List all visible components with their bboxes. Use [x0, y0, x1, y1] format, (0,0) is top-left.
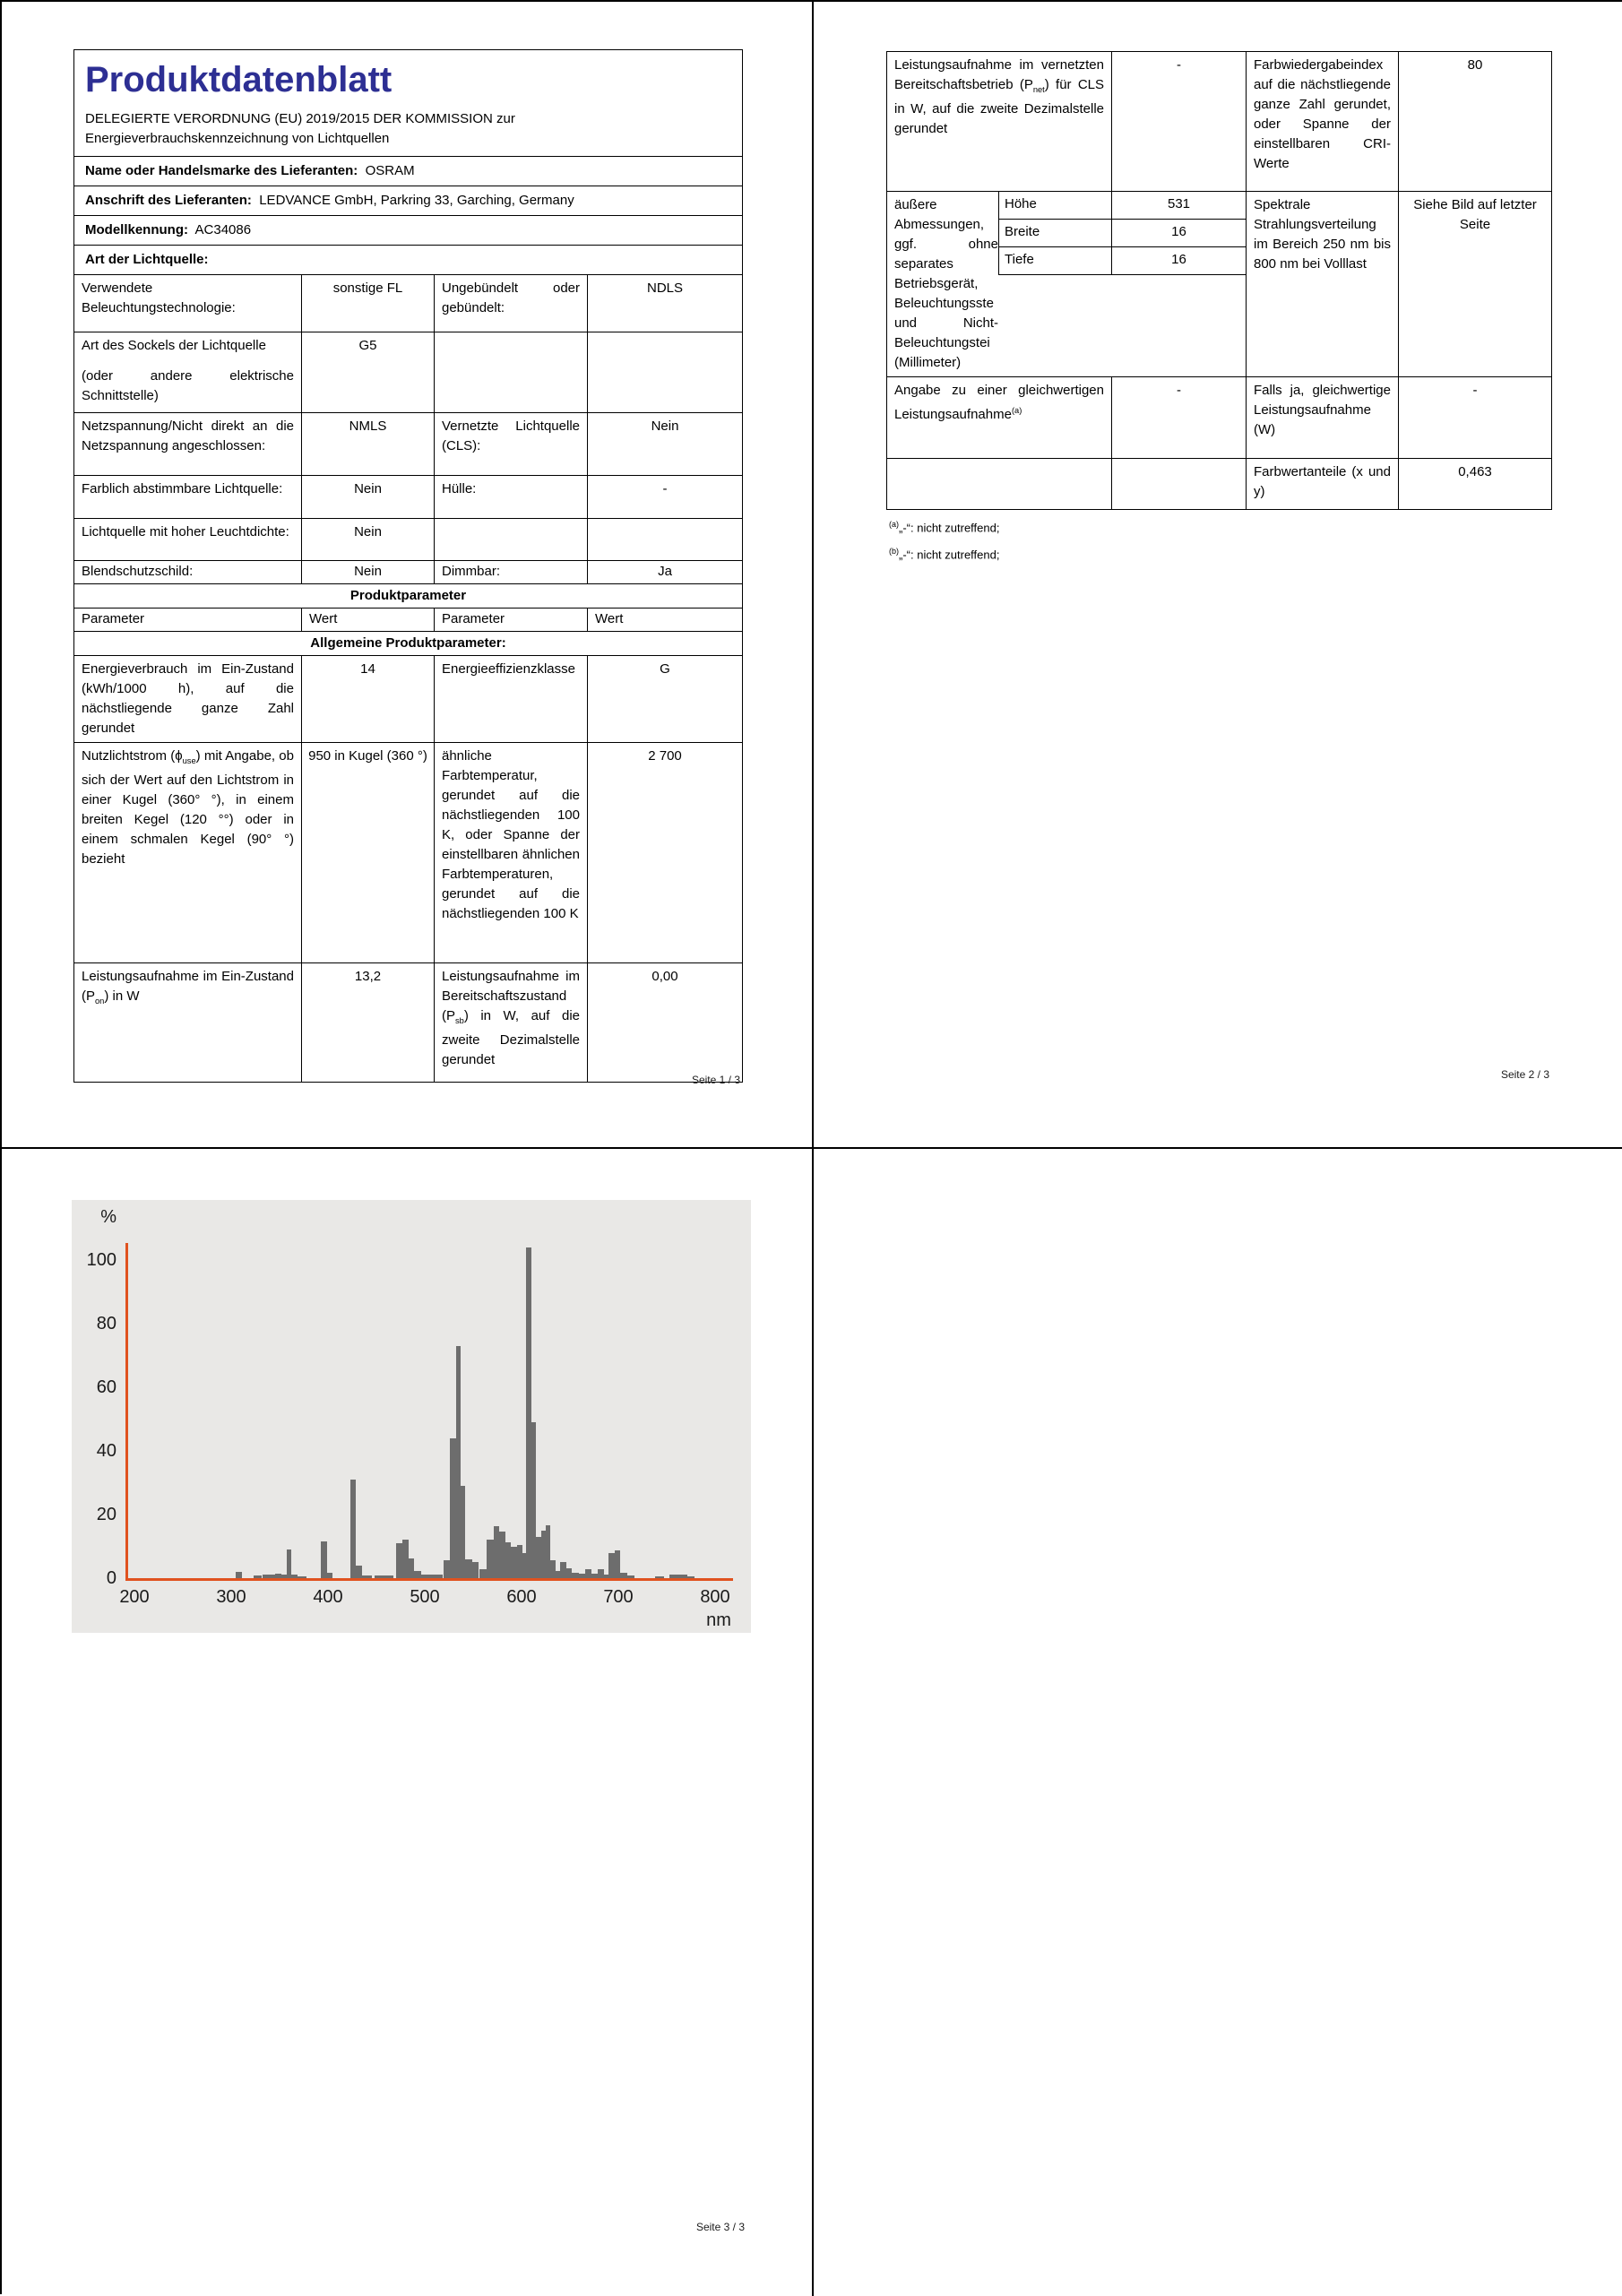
- table-row: [887, 458, 1551, 509]
- dimension-row-breite: [998, 220, 1246, 247]
- param-label: Leistungsaufnahme im Ein-Zustand $(P_{on})$ in W: [82, 969, 294, 1006]
- x-axis-line: [125, 1578, 733, 1581]
- y-axis-unit-label: %: [100, 1207, 116, 1227]
- page-number: Seite 1 / 3: [691, 1074, 740, 1086]
- param-label: Nutzlichtstrom $(\phi_{use})$ mit Angabe, ob sich der Wert auf den Lichtstrom in einer Kugel (360° °), in einem breiten Kegel (120 °°) oder in einem schmalen Kegel (90° °) bezieht: [82, 748, 294, 867]
- model-id-value: AC34086: [194, 222, 252, 237]
- supplier-address-value: LEDVANCE GmbH, Parkring 33, Garching, Germany: [259, 193, 574, 208]
- model-id-label: Modellkennung:: [85, 222, 188, 237]
- param-value: NMLS: [301, 413, 434, 475]
- dimension-label: Breite: [998, 220, 1111, 246]
- spectral-bar: [414, 1571, 421, 1578]
- param-value: Nein: [587, 413, 742, 475]
- supplier-name-value: OSRAM: [365, 163, 415, 178]
- param-label: Blendschutzschild:: [82, 564, 194, 579]
- param-value: -: [1111, 377, 1246, 458]
- page-title: Produktdatenblatt: [85, 60, 393, 99]
- spectral-bar: [396, 1543, 403, 1578]
- param-value: Ja: [587, 561, 742, 583]
- param-value: Nein: [301, 476, 434, 518]
- dimensions-label: äußere Abmessungen, ggf. ohne separates Betriebsgerät, Beleuchtungsste und Nicht-Beleuchtungstei (Millimeter): [894, 197, 998, 370]
- supplier-name-row: [74, 156, 742, 186]
- x-tick-label: 300: [216, 1587, 246, 1607]
- regulation-subtitle-line1: DELEGIERTE VERORDNUNG (EU) 2019/2015 DER KOMMISSION zur: [85, 111, 515, 126]
- param-label: Farbwiedergabeindex auf die nächstliegende ganze Zahl gerundet, oder Spanne der einstellbaren CRI-Werte: [1246, 52, 1398, 191]
- dimension-label: Tiefe: [998, 247, 1111, 274]
- table-row: [74, 332, 742, 412]
- page-1: [2, 2, 812, 1147]
- x-tick-label: 500: [410, 1587, 440, 1607]
- supplier-name-label: Name oder Handelsmarke des Lieferanten:: [85, 163, 358, 178]
- param-label: Energieeffizienzklasse: [434, 656, 587, 742]
- dimension-row-tiefe: [998, 247, 1246, 275]
- socket-type-line2: (oder andere elektrische Schnittstelle): [82, 368, 294, 403]
- param-value: 80: [1398, 52, 1551, 191]
- param-value: [587, 519, 742, 560]
- page-2: [814, 2, 1622, 1147]
- spectral-bar: [444, 1560, 451, 1578]
- allgemeine-header: Allgemeine Produktparameter:: [310, 635, 506, 651]
- param-value: 14: [301, 656, 434, 742]
- table-row: [74, 518, 742, 560]
- param-label: Lichtquelle mit hoher Leuchtdichte:: [82, 524, 289, 539]
- param-value: -: [1398, 377, 1551, 458]
- supplier-address-row: [74, 186, 742, 215]
- param-value: -: [1111, 52, 1246, 191]
- page-3: [2, 1149, 812, 2294]
- param-label: Dimmbar:: [434, 561, 587, 583]
- param-value: 950 in Kugel (360 °): [301, 743, 434, 962]
- page-number: Seite 2 / 3: [1500, 1068, 1549, 1081]
- param-label: Verwendete Beleuchtungstechnologie:: [82, 281, 236, 315]
- dimensions-row: [887, 191, 1551, 376]
- table-row: [74, 274, 742, 332]
- page2-table: [886, 51, 1552, 510]
- param-value: 13,2: [301, 963, 434, 1082]
- param-label: Energieverbrauch im Ein-Zustand (kWh/1000 h), auf die nächstliegende ganze Zahl gerundet: [82, 661, 294, 736]
- spectral-bar: [479, 1569, 487, 1578]
- column-header: Parameter: [434, 609, 587, 631]
- spectral-bar: [350, 1480, 357, 1578]
- param-label: Hülle:: [434, 476, 587, 518]
- dimension-label: Höhe: [998, 192, 1111, 219]
- socket-type-line1: Art des Sockels der Lichtquelle: [82, 338, 266, 353]
- spectral-chart: [72, 1200, 751, 1633]
- model-id-row: [74, 215, 742, 245]
- param-label: Ungebündelt oder gebündelt:: [434, 275, 587, 332]
- table-row: [74, 742, 742, 962]
- light-source-type-label: Art der Lichtquelle:: [85, 252, 209, 267]
- x-tick-label: 800: [700, 1587, 730, 1607]
- spectral-bar: [236, 1572, 242, 1578]
- spectral-bar: [472, 1562, 479, 1578]
- param-label: Leistungsaufnahme im vernetzten Bereitschaftsbetrieb $(P_{net})$ für CLS in W, auf die zweite Dezimalstelle gerundet: [894, 57, 1104, 136]
- page-number: Seite 3 / 3: [695, 2221, 745, 2233]
- param-label: Angabe zu einer gleichwertigen Leistungsaufnahme$^{(a)}$: [894, 383, 1104, 422]
- param-value: sonstige FL: [301, 275, 434, 332]
- column-header: Parameter: [82, 611, 145, 626]
- y-axis-line: [125, 1243, 128, 1581]
- param-value: 2 700: [587, 743, 742, 962]
- table-row: [887, 52, 1551, 191]
- allgemeine-header-row: [74, 631, 742, 655]
- param-label: Farbwertanteile (x und y): [1246, 459, 1398, 509]
- produktparameter-header-row: [74, 583, 742, 608]
- y-tick-label: 80: [96, 1314, 116, 1334]
- param-label: [74, 332, 301, 412]
- x-tick-label: 400: [313, 1587, 343, 1607]
- param-label: [887, 459, 1111, 509]
- param-label: Leistungsaufnahme im Bereitschaftszustand $(P_{sb})$ in W, auf die zweite Dezimalstelle gerundet: [434, 963, 587, 1082]
- table-row: [74, 655, 742, 742]
- y-tick-label: 0: [106, 1568, 116, 1588]
- footnote-b: $^{(b)}$„-“: nicht zutreffend;: [889, 547, 1000, 562]
- produktparameter-header: Produktparameter: [349, 588, 467, 603]
- regulation-subtitle-line2: Energieverbrauchskennzeichnung von Lichtquellen: [85, 131, 390, 146]
- y-tick-label: 40: [96, 1441, 116, 1461]
- page1-table: [73, 49, 743, 1083]
- parameter-wert-header-row: [74, 608, 742, 631]
- param-label: [434, 332, 587, 412]
- param-label: Spektrale Strahlungsverteilung im Bereich 250 nm bis 800 nm bei Volllast: [1246, 192, 1398, 376]
- y-tick-label: 60: [96, 1377, 116, 1397]
- dimension-row-hoehe: [998, 192, 1246, 220]
- param-value: G5: [301, 332, 434, 412]
- param-label: Vernetzte Lichtquelle (CLS):: [434, 413, 587, 475]
- table-row: [74, 412, 742, 475]
- dimensions-subtable: [998, 192, 1246, 376]
- title-block: [74, 50, 742, 156]
- supplier-address-label: Anschrift des Lieferanten:: [85, 193, 252, 208]
- param-value: G: [587, 656, 742, 742]
- y-tick-label: 20: [96, 1505, 116, 1524]
- footnote-a: $^{(a)}$„-“: nicht zutreffend;: [889, 520, 1000, 535]
- dimension-value: 16: [1111, 220, 1246, 246]
- column-header: Wert: [587, 609, 742, 631]
- table-row: [74, 475, 742, 518]
- param-value: Nein: [301, 519, 434, 560]
- x-axis-unit-label: nm: [706, 1610, 731, 1630]
- x-tick-label: 700: [603, 1587, 634, 1607]
- param-value: [1111, 459, 1246, 509]
- param-value: 0,00: [587, 963, 742, 1082]
- param-label: Falls ja, gleichwertige Leistungsaufnahme (W): [1246, 377, 1398, 458]
- footnotes: [889, 513, 999, 567]
- column-header: Wert: [301, 609, 434, 631]
- param-label: ähnliche Farbtemperatur, gerundet auf die nächstliegenden 100 K, oder Spanne der einstellbaren ähnlichen Farbtemperaturen, gerundet auf die nächstliegenden 100 K: [434, 743, 587, 962]
- light-source-type-row: [74, 245, 742, 274]
- y-tick-label: 100: [86, 1250, 116, 1270]
- param-value: Siehe Bild auf letzter Seite: [1398, 192, 1551, 376]
- table-row: [74, 560, 742, 583]
- param-label: Netzspannung/Nicht direkt an die Netzspannung angeschlossen:: [82, 419, 294, 453]
- param-label: Farblich abstimmbare Lichtquelle:: [82, 481, 283, 496]
- param-value: 0,463: [1398, 459, 1551, 509]
- spectral-bar: [487, 1540, 494, 1578]
- param-value: [587, 332, 742, 412]
- param-value: Nein: [301, 561, 434, 583]
- table-row: [887, 376, 1551, 458]
- x-tick-label: 600: [506, 1587, 537, 1607]
- dimension-value: 531: [1111, 192, 1246, 219]
- spectral-bar: [465, 1559, 472, 1578]
- table-row: [74, 962, 742, 1082]
- param-label: [434, 519, 587, 560]
- dimension-value: 16: [1111, 247, 1246, 274]
- x-tick-label: 200: [119, 1587, 150, 1607]
- page-4-blank: [814, 1149, 1622, 2294]
- param-value: -: [587, 476, 742, 518]
- param-value: NDLS: [587, 275, 742, 332]
